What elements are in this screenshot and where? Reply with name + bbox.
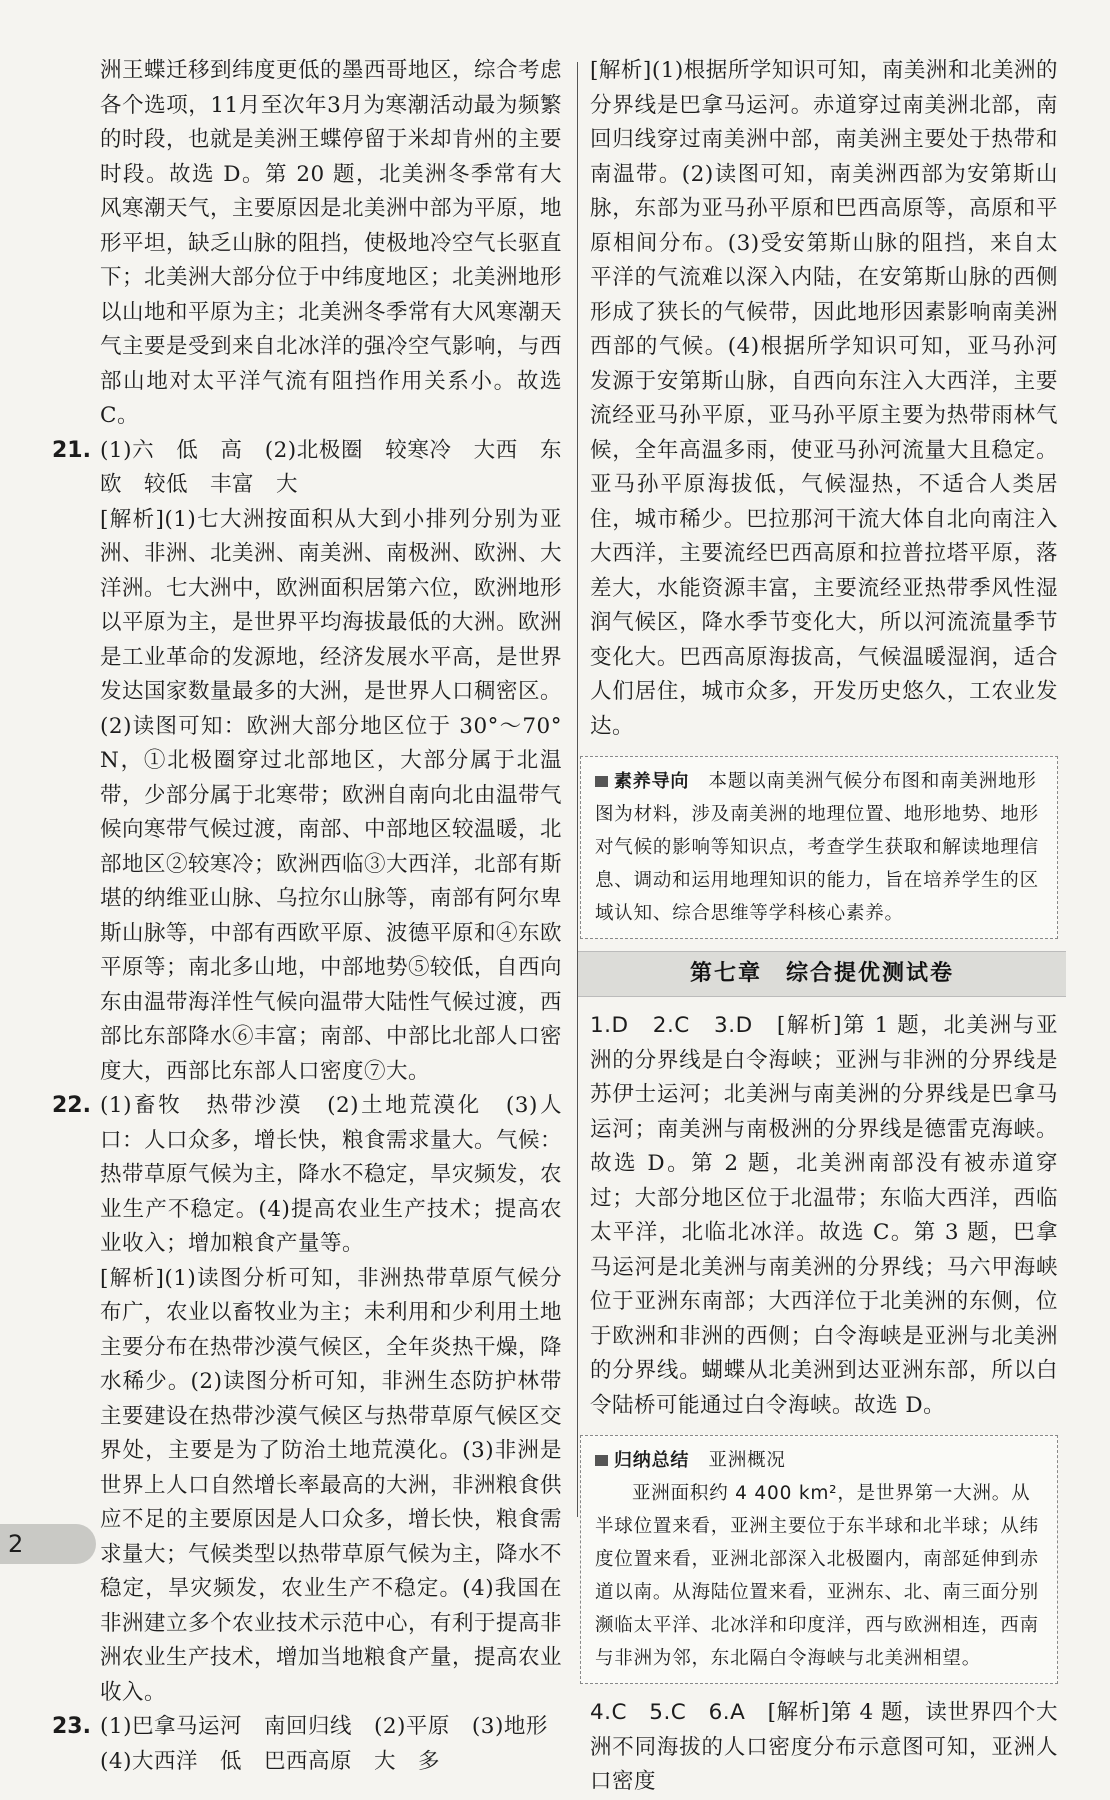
question-23 [52, 1710, 562, 1779]
literacy-guide-box [580, 756, 1058, 939]
analysis-text: 第 1 题，北美洲与亚洲的分界线是白令海峡；亚洲与非洲的分界线是苏伊士运河；北美洲与南美洲的分界线是巴拿马运河；南美洲与南极洲的分界线是德雷克海峡。故选 D。第 2 题，北美洲南部没有被赤道穿过；大部分地区位于北温带；东临大西洋，西临太平洋，北临北冰洋。故选 C。第 3 题，巴拿马运河是北美洲与南美洲的分界线；马六甲海峡位于亚洲东南部；大西洋位于北美洲的东侧，位于欧洲和非洲的西侧；白令海峡是亚洲与北美洲的分界线。蝴蝶从北美洲到达亚洲东部，所以白令陆桥可能通过白令海峡。故选 D。 [590, 1013, 1058, 1418]
q23-analysis-text: (1)根据所学知识可知，南美洲和北美洲的分界线是巴拿马运河。赤道穿过南美洲北部，南回归线穿过南美洲中部，南美洲主要处于热带和南温带。(2)读图可知，南美洲西部为安第斯山脉，东部为亚马孙平原和巴西高原等，高原和平原相间分布。(3)受安第斯山脉的阻挡，来自太平洋的气流难以深入内陆，在安第斯山脉的西侧形成了狭长的气候带，因此地形因素影响南美洲西部的气候。(4)根据所学知识可知，亚马孙河发源于安第斯山脉，自西向东注入大西洋，主要流经亚马孙平原，亚马孙平原主要为热带雨林气候，全年高温多雨，使亚马孙河流量大且稳定。亚马孙平原海拔低，气候湿热，不适合人类居住，城市稀少。巴拉那河干流大体自北向南注入大西洋，主要流经巴西高原和拉普拉塔平原，落差大，水能资源丰富，主要流经亚热带季风性湿润气候区，降水季节变化大，所以河流流量季节变化大。巴西高原海拔高，气候温暖湿润，适合人们居住，城市众多，开发历史悠久，工农业发达。 [590, 58, 1058, 739]
summary-topic: 亚洲概况 [708, 1450, 786, 1471]
analysis-label: [解析] [590, 58, 652, 83]
answer-line-1: (1)巴拿马运河 南回归线 (2)平原 (3)地形 [100, 1714, 548, 1739]
column-divider [577, 62, 578, 1517]
summary-tag: 归纳总结 [595, 1450, 689, 1471]
summary-text: 亚洲面积约 4 400 km²，是世界第一大洲。从半球位置来看，亚洲主要位于东半球和北半球；从纬度位置来看，亚洲北部深入北极圈内，南部延伸到赤道以南。从海陆位置来看，亚洲东、北、南三面分别濒临太平洋、北冰洋和印度洋，西与欧洲相连，西南与非洲为邻，东北隔白令海峡与北美洲相望。 [595, 1483, 1039, 1669]
questions-4-6 [590, 1696, 1058, 1800]
left-column [52, 54, 563, 1779]
page-number [0, 1524, 96, 1564]
analysis-text: 第 4 题，读世界四个大洲不同海拔的人口密度分布示意图可知，亚洲人口密度 [590, 1700, 1058, 1794]
analysis-label: [解析] [767, 1700, 830, 1725]
analysis-text: (1)七大洲按面积从大到小排列分别为亚洲、非洲、北美洲、南美洲、南极洲、欧洲、大洋洲。七大洲中，欧洲面积居第六位，欧洲地形以平原为主，是世界平均海拔最低的大洲。欧洲是工业革命的发源地，经济发展水平高，是世界发达国家数量最多的大洲，是世界人口稠密区。(2)读图可知：欧洲大部分地区位于 30°～70° N，①北极圈穿过北部地区，大部分属于北温带，少部分属于北寒带；欧洲自南向北由温带气候向寒带气候过渡，南部、中部地区较温暖，北部地区②较寒冷；欧洲西临③大西洋，北部有斯堪的纳维亚山脉、乌拉尔山脉等，南部有阿尔卑斯山脉等，中部有西欧平原、波德平原和④东欧平原等；南北多山地，中部地势⑤较低，自西向东由温带海洋性气候向温带大陆性气候过渡，西部比东部降水⑥丰富；南部、中部比北部人口密度大，西部比东部人口密度⑦大。 [100, 506, 563, 1084]
answers: 1.D 2.C 3.D [590, 1013, 753, 1038]
summary-box [580, 1435, 1058, 1684]
answer-text: (1)畜牧 热带沙漠 (2)土地荒漠化 (3)人口：人口众多，增长快，粮食需求量大。气候：热带草原气候为主，降水不稳定，旱灾频发，农业生产不稳定。(4)提高农业生产技术；提高农业收入；增加粮食产量等。 [100, 1093, 563, 1256]
questions-1-3 [590, 1009, 1058, 1423]
page-number-text: 2 [8, 1530, 24, 1558]
answers: 4.C 5.C 6.A [590, 1700, 746, 1725]
answer-text: (1)六 低 高 (2)北极圈 较寒冷 大西 东欧 较低 丰富 大 [100, 437, 562, 497]
analysis-label: [解析] [100, 506, 165, 532]
answer-line-2: (4)大西洋 低 巴西高原 大 多 [100, 1748, 440, 1774]
question-number: 21. [52, 437, 91, 463]
analysis-label: [解析] [776, 1013, 842, 1038]
q20-continued-text: 洲王蝶迁移到纬度更低的墨西哥地区，综合考虑各个选项，11月至次年3月为寒潮活动最为频繁的时段，也就是美洲王蝶停留于米却肯州的主要时段。故选 D。第 20 题，北美洲冬季常有大风寒潮天气，主要原因是北美洲中部为平原，地形平坦，缺乏山脉的阻挡，使极地冷空气长驱直下；北美洲大部分位于中纬度地区；北美洲地形以山地和平原为主；北美洲冬季常有大风寒潮天气主要是受到来自北冰洋的强冷空气影响，与西部山地对太平洋气流有阻挡作用关系小。故选 C。 [100, 58, 563, 428]
right-column [590, 54, 1058, 1800]
question-number: 22. [52, 1093, 91, 1118]
analysis-label: [解析] [100, 1265, 165, 1291]
question-22 [52, 1089, 563, 1710]
literacy-guide-text: 本题以南美洲气候分布图和南美洲地形图为材料，涉及南美洲的地理位置、地形地势、地形对气候的影响等知识点，考查学生获取和解读地理信息、调动和运用地理知识的能力，旨在培养学生的区域认知、综合思维等学科核心素养。 [595, 771, 1039, 924]
analysis-text: (1)读图分析可知，非洲热带草原气候分布广，农业以畜牧业为主；未利用和少利用土地主要分布在热带沙漠气候区，全年炎热干燥，降水稀少。(2)读图分析可知，非洲生态防护林带主要建设在热带沙漠气候区与热带草原气候区交界处，主要是为了防治土地荒漠化。(3)非洲是世界上人口自然增长率最高的大洲，非洲粮食供应不足的主要原因是人口众多，增长快，粮食需求量大；气候类型以热带草原气候为主，降水不稳定，旱灾频发，农业生产不稳定。(4)我国在非洲建立多个农业技术示范中心，有利于提高非洲农业生产技术，增加当地粮食产量，提高农业收入。 [100, 1265, 563, 1705]
question-21 [52, 434, 563, 1090]
question-number: 23. [52, 1714, 91, 1739]
literacy-guide-tag: 素养导向 [595, 771, 689, 792]
chapter-heading: 第七章 综合提优测试卷 [578, 951, 1066, 997]
